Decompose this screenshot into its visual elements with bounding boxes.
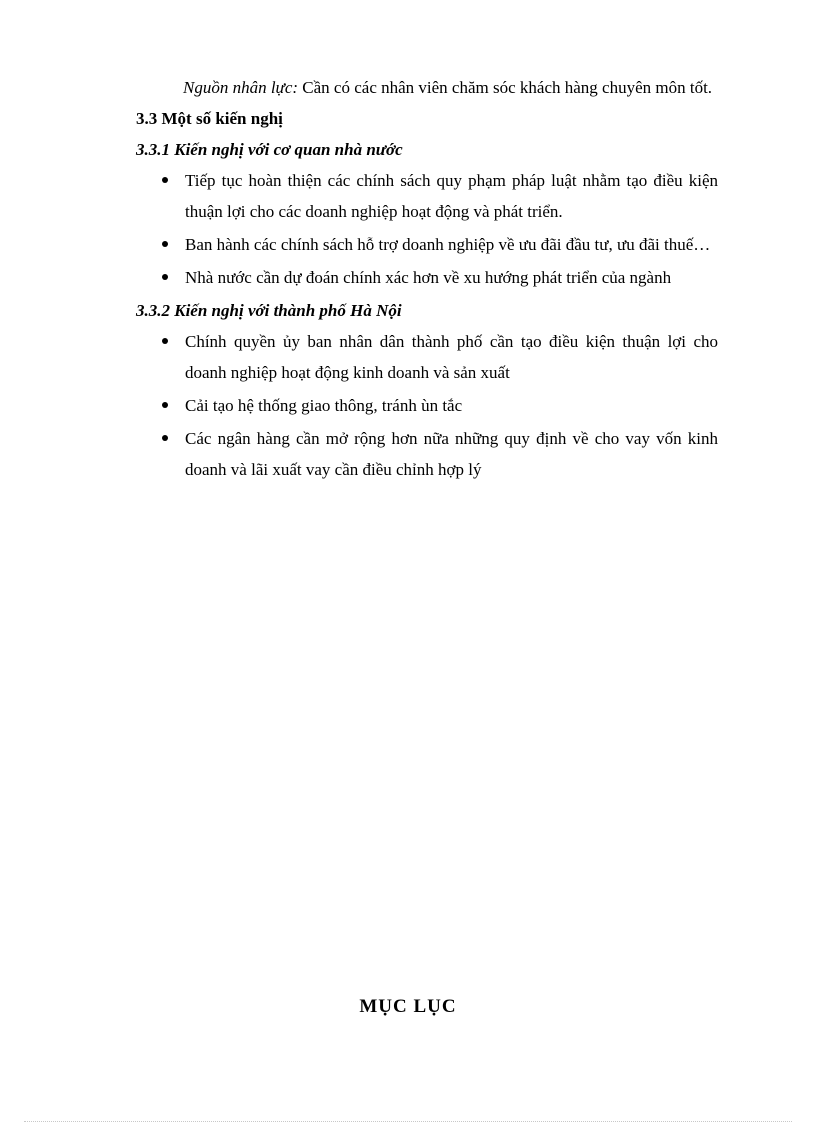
intro-text: Cần có các nhân viên chăm sóc khách hàng chuyên môn tốt.	[298, 78, 713, 97]
list-item	[136, 229, 718, 260]
list-item	[136, 423, 718, 485]
bullet-icon	[162, 241, 168, 247]
bullet-list-3-3-1	[136, 165, 718, 293]
page-content	[136, 72, 718, 487]
list-item-text: Cải tạo hệ thống giao thông, tránh ùn tắc	[185, 396, 463, 415]
list-item	[136, 165, 718, 227]
list-item-text: Ban hành các chính sách hỗ trợ doanh nghiệp về ưu đãi đầu tư, ưu đãi thuế…	[185, 235, 711, 254]
intro-lead: Nguồn nhân lực:	[183, 78, 299, 97]
bullet-icon	[162, 177, 168, 183]
toc-title: MỤC LỤC	[359, 996, 457, 1017]
list-item-text: Chính quyền ủy ban nhân dân thành phố cần tạo điều kiện thuận lợi cho doanh nghiệp hoạt động kinh doanh và sản xuất	[185, 332, 718, 382]
list-item-text: Các ngân hàng cần mở rộng hơn nữa những quy định về cho vay vốn kinh doanh và lãi xuất vay cần điều chỉnh hợp lý	[185, 429, 718, 479]
list-item	[136, 262, 718, 293]
list-item	[136, 390, 718, 421]
bullet-list-3-3-2	[136, 326, 718, 485]
list-item	[136, 326, 718, 388]
page-bottom-divider	[24, 1121, 792, 1122]
list-item-text: Nhà nước cần dự đoán chính xác hơn về xu hướng phát triển của ngành	[185, 268, 672, 287]
bullet-icon	[162, 274, 168, 280]
bullet-icon	[162, 402, 168, 408]
bullet-icon	[162, 435, 168, 441]
section-heading-3-3: 3.3 Một số kiến nghị	[136, 109, 283, 128]
subsection-heading-3-3-1: 3.3.1 Kiến nghị với cơ quan nhà nước	[136, 140, 403, 159]
list-item-text: Tiếp tục hoàn thiện các chính sách quy phạm pháp luật nhằm tạo điều kiện thuận lợi cho các doanh nghiệp hoạt động và phát triển.	[185, 171, 718, 221]
subsection-heading-3-3-2: 3.3.2 Kiến nghị với thành phố Hà Nội	[136, 301, 402, 320]
bullet-icon	[162, 338, 168, 344]
intro-paragraph	[136, 72, 718, 103]
